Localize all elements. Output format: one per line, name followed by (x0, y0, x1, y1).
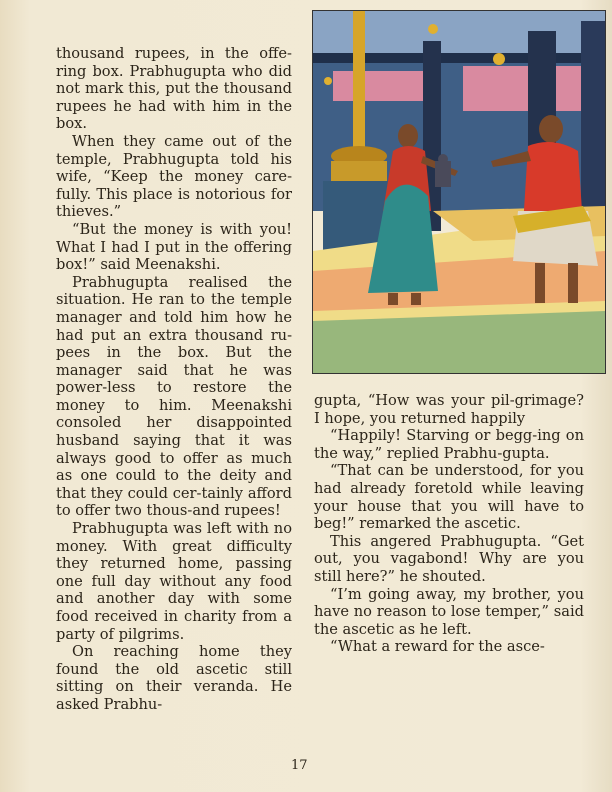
temple-illustration (312, 10, 606, 374)
paragraph: thousand rupees, in the offe-ring box. Prabhugupta who did not mark this, put the thousand rupees he had with him in the box. (56, 45, 292, 133)
right-text-column (314, 392, 584, 656)
paragraph: This angered Prabhugupta. “Get out, you vagabond! Why are you still here?” he shouted. (314, 532, 584, 585)
paragraph: Prabhugupta realised the situation. He ran to the temple manager and told him how he had put an extra thousand ru-pees in the box. But the manager said that he was power-less to restore the money to him. Meenakshi consoled her disappointed husband saying that it was always good to offer as much as one could to the deity and that they could cer-tainly afford to offer two thous-and rupees! (56, 273, 292, 520)
paragraph: When they came out of the temple, Prabhugupta told his wife, “Keep the money care-fully. This place is notorious for thieves.” (56, 132, 292, 221)
paragraph: gupta, “How was your pil-grimage? I hope, you returned happily (314, 392, 584, 427)
paragraph: On reaching home they found the old ascetic still sitting on their veranda. He asked Prabhu- (56, 643, 292, 713)
paragraph: “I’m going away, my brother, you have no reason to lose temper,” said the ascetic as he left. (314, 585, 584, 638)
page-number: 17 (291, 758, 308, 773)
left-text-column (56, 45, 292, 714)
paragraph: “What a reward for the asce- (330, 638, 545, 656)
paragraph: “But the money is with you! What I had I put in the offering box!” said Meenakshi. (56, 220, 292, 274)
paragraph: Prabhugupta was left with no money. With great difficulty they returned home, passing one full day without any food and another day with some food received in charity from a party of pilgrims. (56, 520, 292, 643)
paragraph: “That can be understood, for you had already foretold while leaving your house that you will have to beg!” remarked the ascetic. (314, 462, 584, 533)
paragraph: “Happily! Starving or begg-ing on the way,” replied Prabhu-gupta. (314, 427, 584, 462)
illustration-drawing (313, 11, 605, 373)
